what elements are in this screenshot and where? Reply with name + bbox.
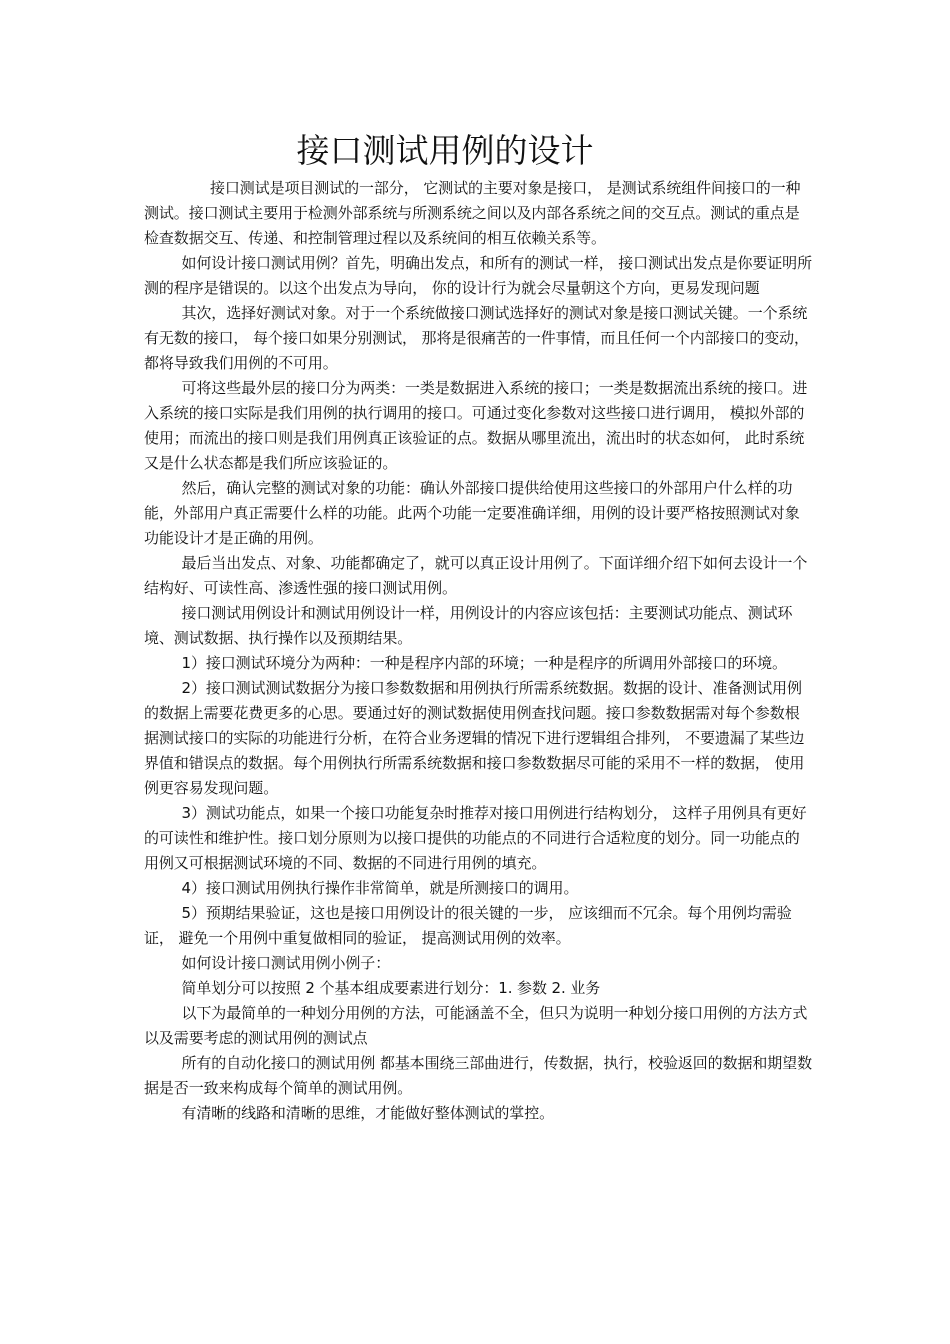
paragraph-point-1-environment: 1）接口测试环境分为两种：一种是程序内部的环境；一种是程序的所调用外部接口的环境。	[181, 654, 787, 672]
document-title: 接口测试用例的设计	[296, 131, 594, 170]
paragraph-intro: 接口测试是项目测试的一部分， 它测试的主要对象是接口， 是测试系统组件间接口的一种测试。接口测试主要用于检测外部系统与所测系统之间以及内部各系统之间的交互点。测试的重点是检查数据交互、传递、和控制管理过程以及系统间的相互依赖关系等。	[144, 179, 801, 247]
paragraph-point-5-verification: 5）预期结果验证，这也是接口用例设计的很关键的一步， 应该细而不冗余。每个用例均需验证， 避免一个用例中重复做相同的验证， 提高测试用例的效率。	[144, 904, 792, 947]
paragraph-conclusion: 有清晰的线路和清晰的思维，才能做好整体测试的掌控。	[181, 1104, 555, 1122]
paragraph-simplest-method: 以下为最简单的一种划分用例的方法，可能涵盖不全，但只为说明一种划分接口用例的方法方式以及需要考虑的测试用例的测试点	[144, 1004, 808, 1047]
paragraph-test-object: 其次，选择好测试对象。对于一个系统做接口测试选择好的测试对象是接口测试关键。一个系统有无数的接口， 每个接口如果分别测试， 那将是很痛苦的一件事情，而且任何一个内部接口的变动， 都将导致我们用例的不可用。	[144, 304, 809, 372]
paragraph-interface-types: 可将这些最外层的接口分为两类：一类是数据进入系统的接口；一类是数据流出系统的接口。进入系统的接口实际是我们用例的执行调用的接口。可通过变化参数对这些接口进行调用， 模拟外部的使用；而流出的接口则是我们用例真正该验证的点。数据从哪里流出，流出时的状态如何， 此时系统又是什么状态都是我们所应该验证的。	[144, 379, 808, 472]
paragraph-point-4-execution: 4）接口测试用例执行操作非常简单，就是所测接口的调用。	[181, 879, 579, 897]
paragraph-point-2-data: 2）接口测试测试数据分为接口参数数据和用例执行所需系统数据。数据的设计、准备测试用例的数据上需要花费更多的心思。要通过好的测试数据使用例查找问题。接口参数数据需对每个参数根据测试接口的实际的功能进行分析，在符合业务逻辑的情况下进行逻辑组合排列， 不要遗漏了某些边界值和错误点的数据。每个用例执行所需系统数据和接口参数数据尽可能的采用不一样的数据， 使用例更容易发现问题。	[144, 679, 805, 797]
paragraph-confirm-function: 然后，确认完整的测试对象的功能：确认外部接口提供给使用这些接口的外部用户什么样的功能，外部用户真正需要什么样的功能。此两个功能一定要准确详细，用例的设计要严格按照测试对象功能设计才是正确的用例。	[144, 479, 800, 547]
paragraph-example-heading: 如何设计接口测试用例小例子：	[181, 954, 391, 972]
paragraph-point-3-function-points: 3）测试功能点，如果一个接口功能复杂时推荐对接口用例进行结构划分， 这样子用例具有更好的可读性和维护性。接口划分原则为以接口提供的功能点的不同进行合适粒度的划分。同一功能点的用例又可根据测试环境的不同、数据的不同进行用例的填充。	[144, 804, 807, 872]
paragraph-automation: 所有的自动化接口的测试用例 都基本围绕三部曲进行，传数据，执行，校验返回的数据和期望数据是否一致来构成每个简单的测试用例。	[144, 1054, 812, 1097]
paragraph-starting-point: 如何设计接口测试用例？首先，明确出发点，和所有的测试一样， 接口测试出发点是你要证明所测的程序是错误的。以这个出发点为导向， 你的设计行为就会尽量朝这个方向，更易发现问题	[144, 254, 812, 297]
document-body	[144, 176, 812, 1126]
paragraph-design-cases: 最后当出发点、对象、功能都确定了，就可以真正设计用例了。下面详细介绍下如何去设计一个结构好、可读性高、渗透性强的接口测试用例。	[144, 554, 808, 597]
paragraph-simple-division: 简单划分可以按照 2 个基本组成要素进行划分：1. 参数 2. 业务	[181, 979, 601, 997]
paragraph-case-contents: 接口测试用例设计和测试用例设计一样，用例设计的内容应该包括：主要测试功能点、测试环境、测试数据、执行操作以及预期结果。	[144, 604, 793, 647]
